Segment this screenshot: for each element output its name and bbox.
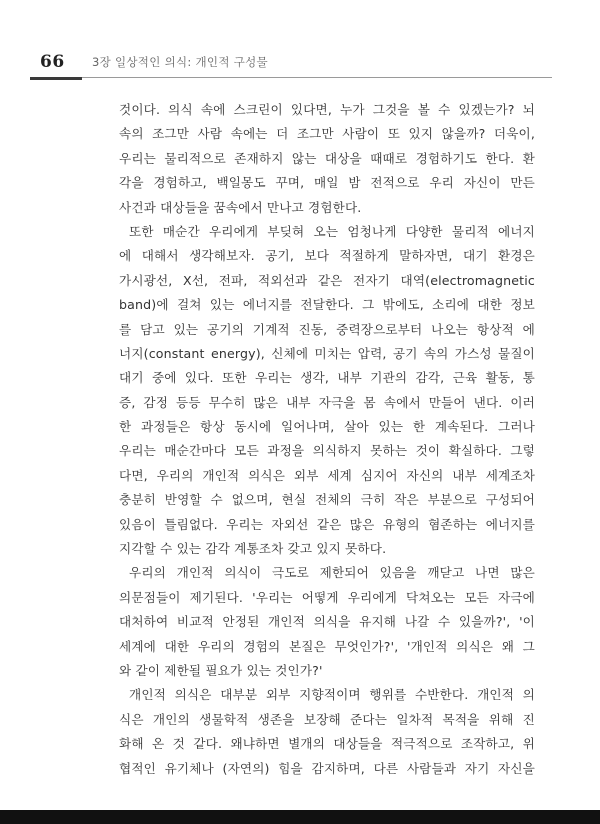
page-number: 66 [40,52,65,72]
text-line: 대기 중에 있다. 또한 우리는 생각, 내부 기관의 감각, 근육 활동, 통 [119,370,535,386]
header-rule [82,77,552,78]
text-line: 와 같이 제한될 필요가 있는 것인가?' [119,662,323,678]
text-line: 개인적 의식은 대부분 외부 지향적이며 행위를 수반한다. 개인적 의 [129,687,535,703]
text-line: 우리의 개인적 의식이 극도로 제한되어 있음을 깨닫고 나면 많은 [129,565,535,581]
text-line: 세계에 대한 우리의 경험의 본질은 무엇인가?', '개인적 의식은 왜 그 [119,638,535,654]
text-line: 사건과 대상들을 꿈속에서 만나고 경험한다. [119,199,362,215]
body-text [119,98,535,781]
text-line: 각을 경험하고, 백일몽도 꾸며, 매일 밤 전적으로 우리 자신이 만든 [119,175,535,191]
text-line: 한 과정들은 항상 동시에 일어나며, 살아 있는 한 계속된다. 그러나 [119,419,535,435]
text-line: band)에 걸쳐 있는 에너지를 전달한다. 그 밖에도, 소리에 대한 정보 [119,297,535,313]
text-line: 충분히 반영할 수 없으며, 현실 전체의 극히 작은 부분으로 구성되어 [119,492,535,508]
bottom-border [0,810,600,824]
text-line: 다면, 우리의 개인적 의식은 외부 세계 심지어 자신의 내부 세계조차 [119,467,535,483]
text-line: 대처하여 비교적 안정된 개인적 의식을 유지해 나갈 수 있을까?', '이 [119,614,535,630]
text-line: 너지(constant energy), 신체에 미치는 압력, 공기 속의 가스성 물질이 [119,345,535,361]
text-line: 우리는 물리적으로 존재하지 않는 대상을 때때로 경험하기도 한다. 환 [119,150,535,166]
text-line: 를 담고 있는 공기의 기계적 진동, 중력장으로부터 나오는 항상적 에 [119,321,535,337]
text-line: 또한 매순간 우리에게 부딪혀 오는 엄청나게 다양한 물리적 에너지 [129,223,535,239]
text-line: 있음이 틀림없다. 우리는 자외선 같은 많은 유형의 혐존하는 에너지를 [119,516,535,532]
text-line: 에 대해서 생각해보자. 공기, 보다 적절하게 말하자면, 대기 환경은 [119,248,535,264]
header-rule-accent [30,77,82,80]
text-line: 속의 조그만 사람 속에는 더 조그만 사람이 또 있지 않을까? 더욱이, [119,126,535,142]
text-line: 우리는 매순간마다 모든 과정을 의식하지 못하는 것이 확실하다. 그렇 [119,443,535,459]
text-line: 식은 개인의 생물학적 생존을 보장해 준다는 일차적 목적을 위해 진 [119,711,535,727]
text-line: 증, 감정 등등 무수히 많은 내부 자극을 몸 속에서 만들어 낸다. 이러 [119,394,535,410]
page-header [0,0,600,80]
chapter-title: 3장 일상적인 의식: 개인적 구성물 [92,55,268,69]
text-line: 지각할 수 있는 감각 계통조차 갖고 있지 못하다. [119,541,387,557]
text-line: 것이다. 의식 속에 스크린이 있다면, 누가 그것을 볼 수 있겠는가? 뇌 [119,102,535,117]
text-line: 화해 온 것 같다. 왜냐하면 별개의 대상들을 적극적으로 조작하고, 위 [119,736,535,752]
text-line: 협적인 유기체나 (자연의) 힘을 감지하며, 다른 사람들과 자기 자신을 [119,760,535,776]
text-line: 의문점들이 제기된다. '우리는 어떻게 우리에게 닥쳐오는 모든 자극에 [119,589,535,605]
text-line: 가시광선, X선, 전파, 적외선과 같은 전자기 대역(electromagnetic [119,272,535,288]
